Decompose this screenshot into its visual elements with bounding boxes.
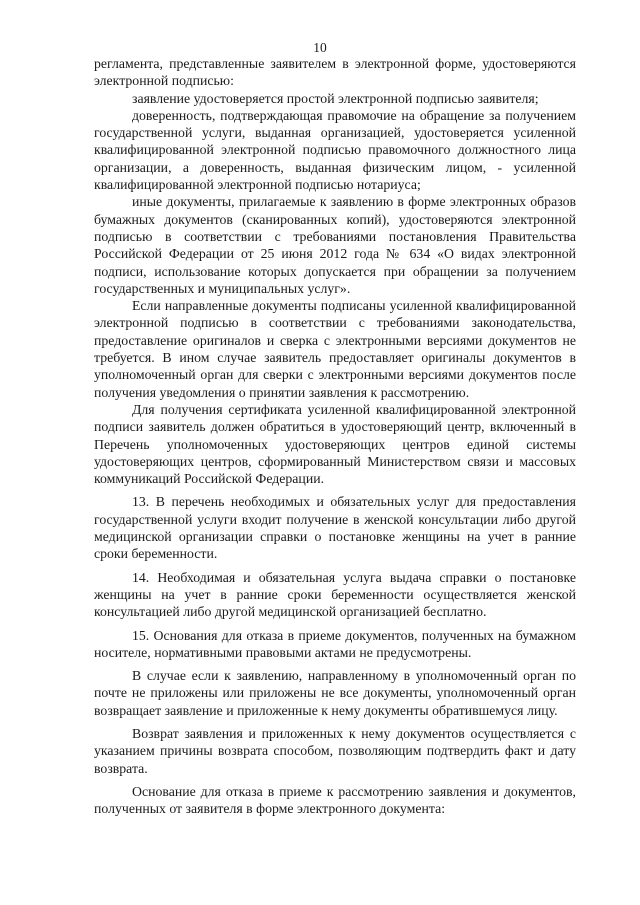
paragraph-qualified-signature: Если направленные документы подписаны усиленной квалифицированной электронной подписью в соответствии с требованиями законодательства, предоставление оригиналов и сверка с электронными версиями документов не требуется. В ином случае заявитель предоставляет оригиналы документов в уполномоченный орган для сверки с электронными версиями документов после получения уведомления о принятии заявления к рассмотрению.	[94, 298, 576, 400]
paragraph-item-13: 13. В перечень необходимых и обязательных услуг для предоставления государственной услуги входит получение в женской консультации либо другой медицинской организации справки о постановке женщины на учет в ранние сроки беременности.	[94, 494, 576, 562]
paragraph-return-method: Возврат заявления и приложенных к нему документов осуществляется с указанием причины возврата способом, позволяющим подтвердить факт и дату возврата.	[94, 725, 576, 776]
page-number: 10	[313, 40, 327, 55]
paragraph-item-14: 14. Необходимая и обязательная услуга выдача справки о постановке женщины на учет в ранние сроки беременности осуществляется женской консультацией либо другой медицинской организацией бесплатно.	[94, 569, 576, 620]
paragraph-item-15: 15. Основания для отказа в приеме документов, полученных на бумажном носителе, нормативными правовыми актами не предусмотрены.	[94, 627, 576, 660]
document-body	[94, 55, 576, 817]
paragraph-return-by-mail: В случае если к заявлению, направленному в уполномоченный орган по почте не приложены или приложены не все документы, уполномоченный орган возвращает заявление и приложенные к нему документы обратившемуся лицу.	[94, 668, 576, 718]
paragraph-certificate: Для получения сертификата усиленной квалифицированной электронной подписи заявитель должен обратиться в удостоверяющий центр, включенный в Перечень уполномоченных удостоверяющих центров единой системы удостоверяющих центров, сформированный Министерством связи и массовых коммуникаций Российской Федерации.	[94, 401, 576, 487]
paragraph-application-signature: заявление удостоверяется простой электронной подписью заявителя;	[132, 90, 539, 106]
paragraph-refusal-grounds: Основание для отказа в приеме к рассмотрению заявления и документов, полученных от заявителя в форме электронного документа:	[94, 783, 576, 817]
paragraph-reglament-intro: регламента, представленные заявителем в электронной форме, удостоверяются электронной подписью:	[94, 56, 576, 89]
paragraph-power-of-attorney: доверенность, подтверждающая правомочие на обращение за получением государственной услуги, выданная организацией, удостоверяется усиленной квалифицированной электронной подписью правомочного должностного лица организации, а доверенность, выданная физическим лицом, - усиленной квалифицированной электронной подписью нотариуса;	[94, 107, 576, 193]
paragraph-other-documents: иные документы, прилагаемые к заявлению в форме электронных образов бумажных документов (сканированных копий), удостоверяются электронной подписью в соответствии с требованиями постановления Правительства Российской Федерации от 25 июня 2012 года № 634 «О видах электронной подписи, использование которых допускается при обращении за получением государственных и муниципальных услуг».	[94, 194, 576, 296]
